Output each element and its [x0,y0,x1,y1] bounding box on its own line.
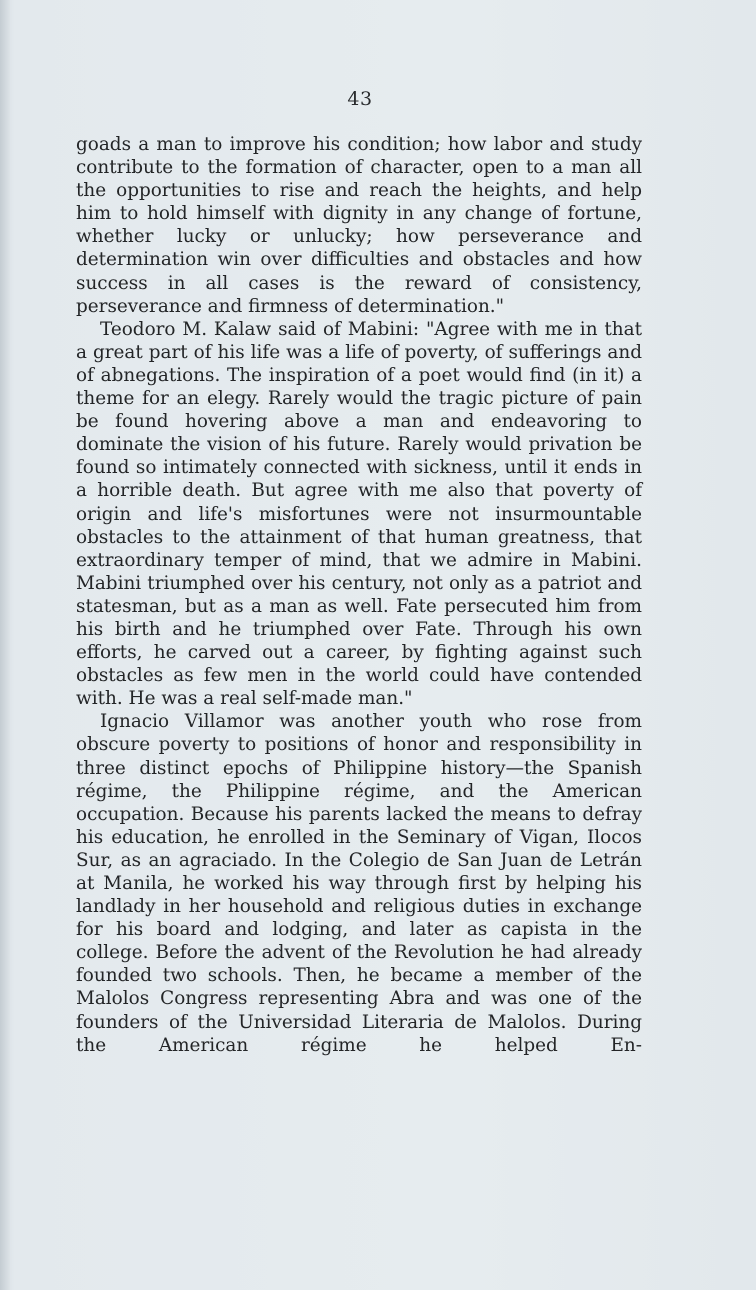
body-text [76,133,642,1057]
paragraph-continuation: goads a man to improve his condition; how labor and study contribute to the formation of character, open to a man all the opportunities to rise and reach the heights, and help him to hold himself with dignity in any change of fortune, whether lucky or unlucky; how perseverance and determination win over difficulties and obstacles and how success in all cases is the reward of consistency, perseverance and firmness of determination." [76,134,642,317]
binding-edge [0,0,10,1290]
paragraph-villamor: Ignacio Villamor was another youth who rose from obscure poverty to positions of honor and responsibility in three distinct epochs of Philippine history—the Spanish régime, the Philippine régime, and the American occupation. Because his parents lacked the means to defray his education, he enrolled in the Seminary of Vigan, Ilocos Sur, as an agraciado. In the Colegio de San Juan de Letrán at Manila, he worked his way through first by helping his landlady in her household and religious duties in exchange for his board and lodging, and later as capista in the college. Before the advent of the Revolution he had already founded two schools. Then, he became a member of the Malolos Congress representing Abra and was one of the founders of the Universidad Literaria de Malolos. During the American régime he helped En- [76,711,642,1056]
paragraph-kalaw-quote: Teodoro M. Kalaw said of Mabini: "Agree with me in that a great part of his life was a life of poverty, of sufferings and of abnegations. The inspiration of a poet would find (in it) a theme for an elegy. Rarely would the tragic picture of pain be found hovering above a man and endeavoring to dominate the vision of his future. Rarely would privation be found so intimately connected with sickness, until it ends in a horrible death. But agree with me also that poverty of origin and life's misfortunes were not insurmountable obstacles to the attainment of that human greatness, that extraordinary temper of mind, that we admire in Mabini. Mabini triumphed over his century, not only as a patriot and statesman, but as a man as well. Fate persecuted him from his birth and he triumphed over Fate. Through his own efforts, he carved out a career, by fighting against such obstacles as few men in the world could have contended with. He was a real self-made man." [76,318,642,710]
page-number: 43 [347,88,373,110]
